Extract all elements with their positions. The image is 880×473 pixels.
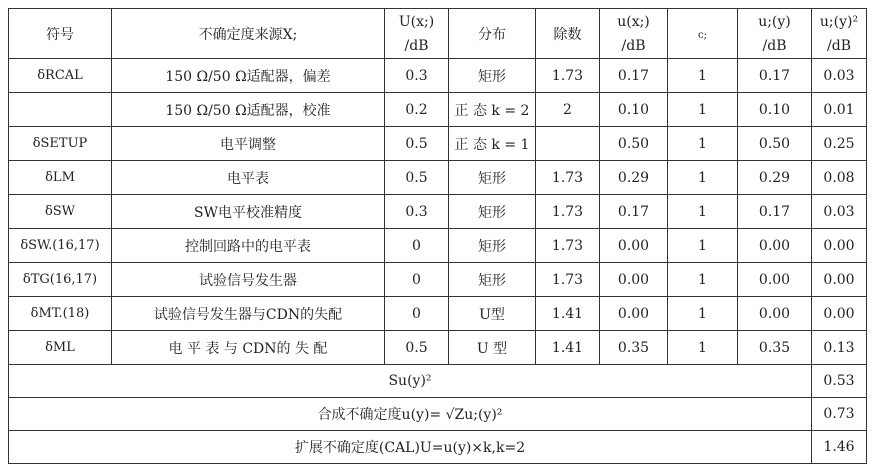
cell-ui: 0.29 [738,161,812,195]
summary-value: 0.73 [812,398,867,431]
header-u-xi [385,9,449,59]
summary-value: 1.46 [812,431,867,464]
cell-distribution: 正 态 k = 2 [449,93,536,127]
header-u-xi-top: U(x;) [398,13,435,30]
table-row [9,59,867,93]
header-ci [668,9,738,59]
summary-value: 0.53 [812,365,867,398]
cell-symbol: δSW [9,195,112,229]
cell-symbol: δML [9,331,112,365]
cell-ci: 1 [668,127,738,161]
header-ui-top: u;(y) [758,13,791,30]
header-ui [738,9,812,59]
cell-source: 150 Ω/50 Ω适配器，偏差 [112,59,385,93]
header-u-xi-bottom: /dB [404,37,429,54]
cell-ui: 0.00 [738,297,812,331]
cell-ui: 0.17 [738,59,812,93]
cell-ci: 1 [668,331,738,365]
cell-ui: 0.00 [738,263,812,297]
cell-ui: 0.35 [738,331,812,365]
header-std-u-xi [600,9,668,59]
cell-distribution: 正 态 k = 1 [449,127,536,161]
cell-ui-squared: 0.13 [812,331,867,365]
cell-distribution: 矩形 [449,263,536,297]
cell-ui-squared: 0.08 [812,161,867,195]
cell-divisor: 1.41 [536,331,600,365]
table-row [9,161,867,195]
summary-row-combined [9,398,867,431]
cell-ui-squared: 0.00 [812,297,867,331]
summary-row-sum-squares [9,365,867,398]
cell-source: 150 Ω/50 Ω适配器，校准 [112,93,385,127]
cell-symbol: δRCAL [9,59,112,93]
cell-divisor: 1.73 [536,263,600,297]
cell-source: 试验信号发生器 [112,263,385,297]
table-row [9,93,867,127]
cell-ui-squared: 0.00 [812,229,867,263]
cell-std-u: 0.00 [600,297,668,331]
cell-ui-squared: 0.03 [812,195,867,229]
header-ui-squared-top: u;(y)² [819,13,859,30]
cell-source: 控制回路中的电平表 [112,229,385,263]
header-symbol: 符号 [9,9,112,59]
table-row [9,195,867,229]
header-ui-squared [812,9,867,59]
cell-distribution: 矩形 [449,161,536,195]
header-ui-squared-bottom: /dB [827,37,851,54]
summary-label: 合成不确定度u(y)= √Zu;(y)² [9,398,812,431]
cell-divisor: 1.73 [536,59,600,93]
summary-label: 扩展不确定度(CAL)U=u(y)×k,k=2 [9,431,812,464]
cell-std-u: 0.17 [600,195,668,229]
cell-ci: 1 [668,297,738,331]
cell-distribution: 矩形 [449,59,536,93]
cell-ci: 1 [668,195,738,229]
cell-ui: 0.00 [738,229,812,263]
cell-ui: 0.17 [738,195,812,229]
cell-expanded-u: 0.3 [385,195,449,229]
uncertainty-budget-table [8,8,867,464]
cell-ci: 1 [668,59,738,93]
cell-std-u: 0.50 [600,127,668,161]
cell-std-u: 0.00 [600,263,668,297]
cell-expanded-u: 0 [385,297,449,331]
cell-ui: 0.10 [738,93,812,127]
cell-symbol: δMT.(18) [9,297,112,331]
cell-distribution: U型 [449,297,536,331]
cell-symbol: δSW.(16,17) [9,229,112,263]
cell-expanded-u: 0.5 [385,161,449,195]
header-ci-label: c; [698,29,707,41]
cell-ci: 1 [668,93,738,127]
cell-ui-squared: 0.01 [812,93,867,127]
cell-expanded-u: 0 [385,229,449,263]
cell-source: 电平表 [112,161,385,195]
cell-divisor: 1.73 [536,195,600,229]
header-divisor: 除数 [536,9,600,59]
cell-symbol: δLM [9,161,112,195]
cell-std-u: 0.00 [600,229,668,263]
cell-expanded-u: 0.3 [385,59,449,93]
cell-expanded-u: 0 [385,263,449,297]
cell-symbol [9,93,112,127]
cell-divisor: 1.73 [536,161,600,195]
cell-distribution: 矩形 [449,195,536,229]
header-distribution: 分布 [449,9,536,59]
cell-ui: 0.50 [738,127,812,161]
cell-divisor: 2 [536,93,600,127]
cell-divisor [536,127,600,161]
summary-label: Su(y)² [9,365,812,398]
cell-expanded-u: 0.2 [385,93,449,127]
cell-std-u: 0.10 [600,93,668,127]
cell-source: 试验信号发生器与CDN的失配 [112,297,385,331]
cell-expanded-u: 0.5 [385,331,449,365]
cell-std-u: 0.17 [600,59,668,93]
cell-divisor: 1.73 [536,229,600,263]
header-source: 不确定度来源X; [112,9,385,59]
table-row [9,263,867,297]
header-row [9,9,867,59]
cell-ci: 1 [668,161,738,195]
cell-std-u: 0.35 [600,331,668,365]
cell-std-u: 0.29 [600,161,668,195]
header-std-u-xi-bottom: /dB [621,37,646,54]
cell-symbol: δSETUP [9,127,112,161]
table-row [9,297,867,331]
cell-ci: 1 [668,263,738,297]
cell-distribution: U 型 [449,331,536,365]
summary-row-expanded [9,431,867,464]
header-std-u-xi-top: u(x;) [617,13,650,30]
cell-ci: 1 [668,229,738,263]
cell-ui-squared: 0.25 [812,127,867,161]
cell-ui-squared: 0.03 [812,59,867,93]
cell-source: SW电平校准精度 [112,195,385,229]
table-row [9,127,867,161]
cell-expanded-u: 0.5 [385,127,449,161]
table-row [9,331,867,365]
cell-symbol: δTG(16,17) [9,263,112,297]
cell-divisor: 1.41 [536,297,600,331]
cell-source: 电平调整 [112,127,385,161]
header-ui-bottom: /dB [762,37,787,54]
cell-ui-squared: 0.00 [812,263,867,297]
table-row [9,229,867,263]
cell-distribution: 矩形 [449,229,536,263]
cell-source: 电 平 表 与 CDN的 失 配 [112,331,385,365]
